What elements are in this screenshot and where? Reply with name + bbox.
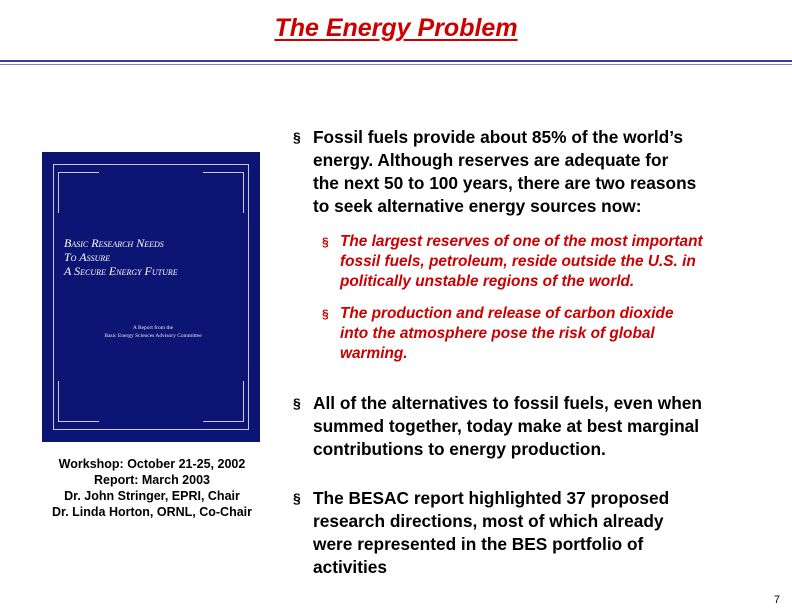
bullet-marker: § (293, 395, 301, 411)
bullet-line: to seek alternative energy sources now: (313, 196, 642, 216)
sub-bullet-line: The largest reserves of one of the most important (340, 233, 703, 250)
bullet-line: contributions to energy production. (313, 439, 606, 459)
title-rule-thin (0, 64, 792, 65)
sub-bullet-line: warming. (340, 345, 408, 362)
cover-title (64, 236, 244, 278)
sub-bullet-line: The production and release of carbon dioxide (340, 305, 674, 322)
bullet-line: summed together, today make at best marginal (313, 416, 700, 436)
bullet-line: activities (313, 557, 387, 577)
bullet-line: research directions, most of which already (313, 511, 664, 531)
cover-title-line: Basic Research Needs (64, 236, 164, 250)
sub-bullet-line: fossil fuels, petroleum, reside outside the U.S. in (340, 253, 696, 270)
sub-bullet-carbon-dioxide (322, 304, 775, 364)
caption-line: Report: March 2003 (93, 473, 210, 487)
workshop-caption (28, 456, 276, 520)
caption-line: Dr. John Stringer, EPRI, Chair (64, 489, 240, 503)
bullet-besac-report (293, 487, 773, 579)
sub-bullet-line: into the atmosphere pose the risk of global (340, 325, 655, 342)
bullet-alternatives (293, 392, 773, 461)
bullet-marker: § (293, 129, 301, 145)
bullet-line: the next 50 to 100 years, there are two reasons (313, 173, 697, 193)
cover-title-line: To Assure (64, 250, 111, 264)
bullet-fossil-fuels (293, 126, 773, 218)
page-number: 7 (773, 594, 780, 606)
slide-title: The Energy Problem (274, 14, 518, 42)
bullet-line: Fossil fuels provide about 85% of the world’s (313, 127, 684, 147)
bullet-marker: § (293, 490, 301, 506)
cover-corner-ornament (58, 381, 99, 422)
sub-bullet-line: politically unstable regions of the world. (340, 273, 635, 290)
cover-subtitle-line: Basic Energy Sciences Advisory Committee (104, 333, 202, 339)
caption-line: Workshop: October 21-25, 2002 (58, 457, 246, 471)
bullet-line: All of the alternatives to fossil fuels, even when (313, 393, 702, 413)
cover-corner-ornament (203, 172, 244, 213)
bullet-line: were represented in the BES portfolio of (313, 534, 644, 554)
cover-subtitle (70, 324, 236, 340)
title-rule (0, 60, 792, 62)
bullet-line: The BESAC report highlighted 37 proposed (313, 488, 670, 508)
cover-corner-ornament (58, 172, 99, 213)
sub-bullet-marker: § (322, 235, 329, 249)
cover-title-line: A Secure Energy Future (64, 264, 178, 278)
sub-bullet-reserves (322, 232, 775, 292)
report-cover-image (42, 152, 260, 442)
sub-bullet-marker: § (322, 307, 329, 321)
bullet-line: energy. Although reserves are adequate for (313, 150, 669, 170)
caption-line: Dr. Linda Horton, ORNL, Co-Chair (52, 505, 252, 519)
cover-corner-ornament (203, 381, 244, 422)
cover-subtitle-line: A Report from the (132, 325, 174, 331)
